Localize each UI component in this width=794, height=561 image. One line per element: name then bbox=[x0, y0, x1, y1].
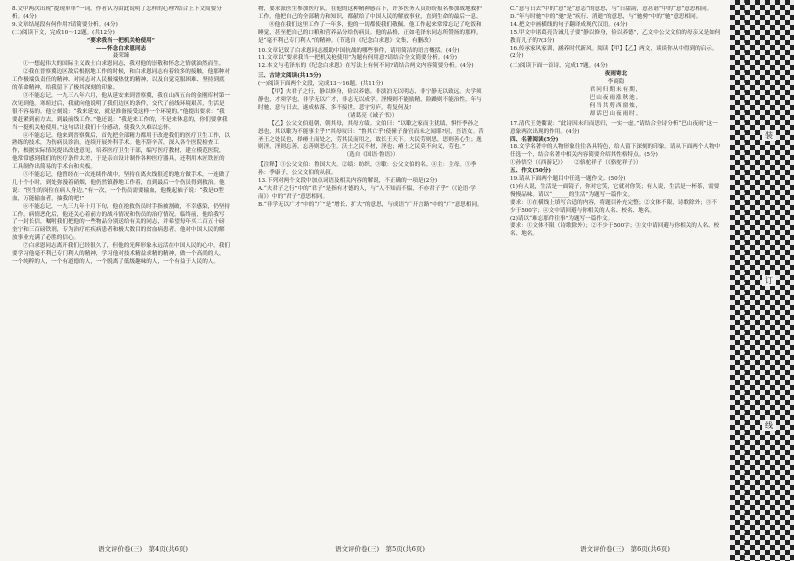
text-paragraph: 18.文学名著中的人物形象往往各具特色，给人留下深刻的印象。请从下面两个人物中任选一个，结合名著中相关内容简要介绍其性格特点。(5分) bbox=[510, 144, 721, 159]
text-paragraph: 13.下列对两个文段中加点词语及相关内容的解说，不正确的一项是(2分) bbox=[258, 178, 438, 185]
text-paragraph: 三、古诗文阅读(共15分) bbox=[258, 73, 322, 80]
text-paragraph: ④不能忘记，他来到晋察冀后，首先把全部精力都用于改进我们的医疗卫生工作，以熟练的技术，为伤病员诊治，连续开展外科手术。他不辞辛苦，深入各个医院检查工作，根据实际情况提出改进意见，培养医疗卫生干部，编写医疗教材，建立模范医院，他常常感到我们的医疗条件太差，于是亲自设计制作各种医疗器具，还利用木匠铁匠的工具制作出简易的手术台和夹板。 bbox=[12, 132, 230, 171]
text-paragraph: 巴山夜雨涨秋池。 bbox=[589, 94, 643, 101]
text-paragraph: 五、作文(50分) bbox=[510, 168, 552, 175]
text-paragraph: 四、名著阅读(5分) bbox=[510, 136, 559, 143]
text-paragraph: 聂荣臻 bbox=[112, 53, 130, 60]
text-paragraph: 李商隐 bbox=[607, 79, 625, 86]
text-paragraph: 夜雨寄北 bbox=[604, 71, 628, 78]
text-paragraph: 何当共剪西窗烛， bbox=[589, 102, 643, 109]
text-paragraph: ①一想起伟大的国际主义战士白求恩同志，我对他的崇敬和怀念之情就油然而生。 bbox=[23, 61, 225, 68]
text-paragraph: 物，要求派医生参加医疗队，在他的这种精神感召下，许多医务人员纷纷报名参加战地救护工作。他把自己的全部精力和知识，都献给了中国人民的解放事业，直到生命的最后一息。 bbox=[258, 6, 482, 20]
text-paragraph: 【乙】公父文伯退朝，朝其母，其母方绩。文伯曰：“以歜之家而主犹绩，惧忓季孙之怒也，其以歜为不能事主乎!”其母叹曰：“鲁其亡乎!使僮子备官而未之闻耶?居，吾语女。昔圣王之处民也，择瘠土而处之，劳其民而用之，故长王天下。夫民劳则思，思则善心生；逸则淫，淫则忘善，忘善则恶心生。沃土之民不材，淫也；瘠土之民莫不向义，劳也。” bbox=[258, 120, 484, 151]
text-paragraph: C.“意与日去”中的“意”是“意志”的意思，与“日甜韵，意甚谐”中的“意”意思相同。 bbox=[510, 6, 713, 12]
text-paragraph: 17.清代王尧衢说：“此诗因未归而思归，一实一虚。”请结合全诗分析“巴山夜雨”这一意象两次出现的作用。(4分) bbox=[510, 120, 718, 135]
text-paragraph: 14.把文中画横线的句子翻译成现代汉语。(4分) bbox=[510, 21, 628, 28]
text-paragraph: (一)阅读下面两个文段，完成13～16题。(共11分) bbox=[258, 81, 384, 88]
page-footer: 语文评价卷(三) 第4页(共6页) bbox=[98, 545, 188, 553]
binding-label: 装 bbox=[762, 130, 776, 141]
text-paragraph: “要求我当一把机关枪使用” bbox=[87, 37, 155, 44]
text-paragraph: ⑤不能忘记，他曾经在一次连续作战中，坚持在离火线很近的地方做手术，一连做了几十个小时，到处弥漫着硝烟，他仍然镇静地工作着，直到最后一个伤员得到救治。他说：“医生的岗位在病人身边。”有一次，一个伤员需要输血，他挽起袖子说：“我是O型血，万能输血者，抽我的吧!” bbox=[12, 172, 230, 202]
text-paragraph: （诸葛亮《诫子书》） bbox=[344, 112, 398, 119]
text-paragraph: (二)阅读下面一首诗，完成17题。(4分) bbox=[510, 63, 608, 70]
page-4-column bbox=[12, 6, 230, 526]
text-paragraph: (1)有人说，生活是一面镜子，你对它笑，它就对你笑；有人说，生活是一杯茶，需要慢慢品味。请以“______的生活”为题写一篇作文。 bbox=[510, 183, 720, 198]
text-paragraph: 10.文章记叙了白求恩同志援助中国抗战的哪些事件，请用简洁的语言概括。(4分) bbox=[258, 47, 460, 54]
text-paragraph: 却话巴山夜雨时。 bbox=[589, 110, 643, 117]
binding-label: 线 bbox=[762, 420, 776, 431]
text-paragraph: ③不能忘记，一九三八年六月，他从延安来到晋察冀，我在山西五台的金刚库村第一次见到他。寒暄过后，我就向他说明了我们边区的条件，交代了前线环境艰苦，生活是很不容易的。他立刻说：“我来延安，就是准备接受这样一个环境的。”他提出要求：“我要赶紧到前方去，到最前线工作。”他还说：“我是来工作的，不是来休息的，你们要拿我当一挺机关枪使用。”这句话让我们十分感动，使我久久难以忘怀。 bbox=[12, 92, 230, 131]
text-paragraph: 【注释】①公父文伯：鲁国大夫。②绩：纺织。③歜：公父文伯的名。④主：主母。⑤季孙：季康子，公父文伯的从叔。 bbox=[258, 162, 477, 177]
text-paragraph: (2)请以“难忘那件往事”为题写一篇作文。 bbox=[510, 215, 614, 222]
binding-label: 订 bbox=[762, 275, 776, 286]
text-paragraph: 9.文章结尾段有何作用?请简要分析。(4分) bbox=[12, 21, 118, 28]
text-paragraph: (二)阅读下文，完成10～12题。(共12分) bbox=[12, 29, 115, 36]
text-paragraph: 要求：①在横线上填写合适的内容，将题目补充完整；②文体不限，诗歌除外；③不少于500字；④文中请回避与你相关的人名、校名、地名。 bbox=[510, 199, 717, 214]
binding-dashed-line bbox=[744, 0, 745, 561]
text-paragraph: （选自《国语·鲁语》） bbox=[343, 152, 399, 159]
text-paragraph: ⑥不能忘记，一九三九年十月下旬，他在抢救伤员时手指被割破，不幸感染，仍坚持工作。病情恶化后，他还关心着前方的战斗情况和伤员的治疗情况。临终前，他给我写了一封长信，嘱咐我们把他的一些物品分别送给有关的同志，并希望每年买二百五十磅奎宁和三百磅铁剂，专为治疗疟疾病患者和极大数目的贫血病患者。他对中国人民的解放事业充满了必胜的信心。 bbox=[12, 203, 230, 242]
text-paragraph: ①孙悟空（《西游记》） ②骆驼祥子（《骆驼祥子》） bbox=[510, 160, 642, 167]
text-paragraph: B.“非学无以广才”中的“广”是“增长、扩大”的意思，与成语“广开言路”中的“广”意思相同。 bbox=[258, 201, 483, 208]
text-paragraph: 11.文章以“要求我当一把机关枪使用”为题有何用意?请结合全文简要分析。(4分) bbox=[258, 55, 457, 62]
page-footer: 语文评价卷(三) 第5页(共6页) bbox=[335, 545, 425, 553]
text-paragraph: ⑦白求恩同志离开我们已经很久了，但他的光辉形象永远活在中国人民的心中。我们要学习他毫不利己专门利人的精神，学习他对技术精益求精的精神，做一个高尚的人，一个纯粹的人，一个有道德的人，一个脱离了低级趣味的人，一个有益于人民的人。 bbox=[12, 243, 230, 265]
text-paragraph: D.“年与时驰”中的“驰”是“疾行、消逝”的意思，与“驰骋”中的“驰”意思相同。 bbox=[510, 13, 702, 20]
text-paragraph: 8.文中两次出现“提现单单”一词，作者认为由此说明了怎样的心理?结合上下文简要分析。(4分) bbox=[12, 6, 222, 20]
text-paragraph: A.“夫君子之行”中的“君子”是指有才德的人，与“人不知而不愠，不亦君子乎”（《论语·学而》）中的“君子”意思相同。 bbox=[258, 185, 476, 200]
text-paragraph: 19.请从下面两个题目中任选一题作文。(50分) bbox=[510, 176, 626, 183]
text-paragraph: 12.本文与毛泽东的《纪念白求恩》在写法上有何不同?请结合两文内容简要分析。(4分) bbox=[258, 63, 474, 70]
text-paragraph: 【甲】夫君子之行，静以修身，俭以养德。非淡泊无以明志，非宁静无以致远。夫学须静也，才须学也，非学无以广才，非志无以成学。淫慢则不能励精，险躁则不能治性。年与时驰，意与日去，遂成枯落，多不接世，悲守穷庐，将复何及! bbox=[258, 89, 482, 111]
text-paragraph: ②我在晋察冀边区敌后根据地工作的时候，和白求恩同志有着较多的接触，他那种对工作极端负责任的精神、对同志对人民极端热忱的精神，以及自觉克服困难、坚持到底的革命精神，给我留下了极其深刻的印象。 bbox=[12, 69, 230, 92]
text-paragraph: 16.传承家风家训，涵养时代新风。阅读【甲】【乙】两文，谈谈你从中得到的启示。(2分) bbox=[510, 45, 718, 60]
text-paragraph: ⑧他在我们这里工作了一年多，他的一切都使我们敬佩。他工作起来常常忘记了吃饭和睡觉，甚至把自己的口粮和营养品分给伤病员。他的品格，正如毛泽东同志所赞扬的那样，是“毫不利己专门利人”的精神。（节选自《纪念白求恩》文集，有删改） bbox=[258, 21, 482, 44]
page-5-column bbox=[258, 6, 484, 526]
page-6-column bbox=[510, 6, 722, 526]
page-footer: 语文评价卷(三) 第6页(共6页) bbox=[580, 545, 670, 553]
text-paragraph: ——怀念白求恩同志 bbox=[95, 45, 147, 52]
text-paragraph: 君问归期未有期， bbox=[589, 87, 643, 94]
text-paragraph: 要求：①文体不限（诗歌除外）；②不少于500字；③文中请回避与你相关的人名、校名、地名。 bbox=[510, 223, 720, 238]
text-paragraph: 15.甲文中诸葛亮告诫儿子要“静以修身，俭以养德”，乙文中公父文伯的母亲又是如何教育儿子的?(3分) bbox=[510, 29, 721, 44]
